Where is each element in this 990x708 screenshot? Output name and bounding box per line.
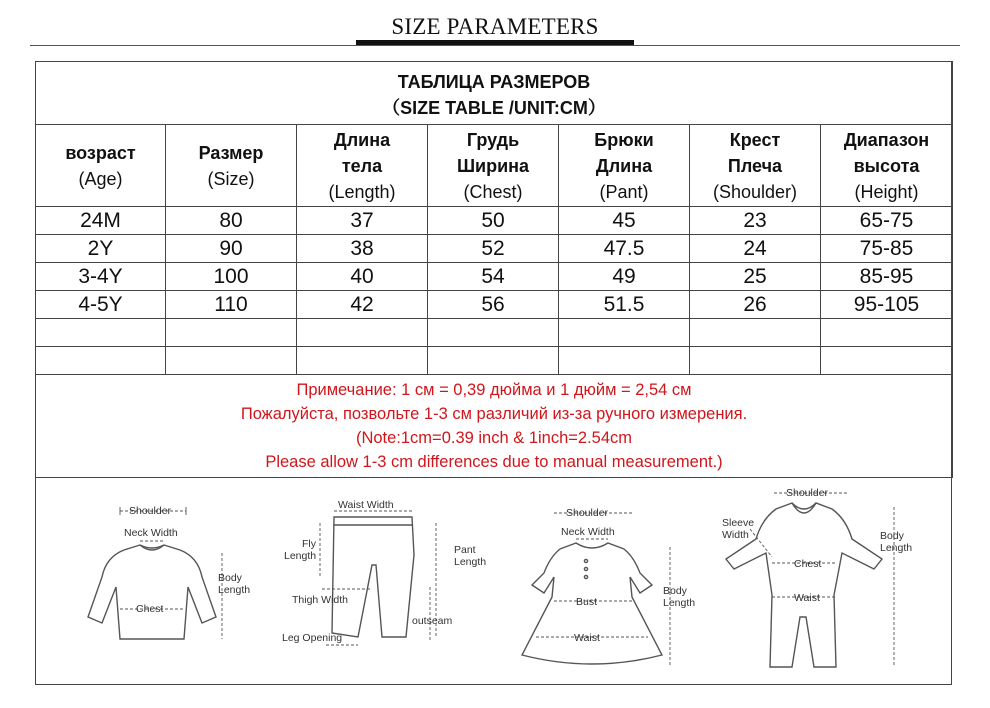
- dress-diagram: [522, 507, 695, 667]
- header-size: [166, 125, 297, 207]
- table-title-row: [36, 62, 953, 125]
- shirt-chest-label: Chest: [136, 603, 164, 615]
- table-cell: 4-5Y: [36, 291, 166, 319]
- table-cell: 56: [428, 291, 559, 319]
- table-cell: [821, 347, 953, 375]
- table-cell: 47.5: [559, 235, 690, 263]
- dress-body-label2: Length: [663, 597, 696, 609]
- table-cell: 24: [690, 235, 821, 263]
- header-en: (Height): [854, 181, 919, 202]
- pants-fly-label: Fly: [302, 538, 316, 550]
- header-length: [297, 125, 428, 207]
- table-cell: [297, 347, 428, 375]
- table-cell: 37: [297, 207, 428, 235]
- table-title: ТАБЛИЦА РАЗМЕРОВ: [397, 72, 591, 92]
- dress-waist-label: Waist: [574, 632, 600, 644]
- pants-length-label2: Length: [454, 556, 487, 568]
- pants-thigh-label: Thigh Width: [292, 594, 349, 606]
- header-en: (Length): [328, 181, 396, 202]
- pants-leg-label: Leg Opening: [282, 632, 343, 644]
- table-cell: 85-95: [821, 263, 953, 291]
- table-cell: 100: [166, 263, 297, 291]
- header-shoulder: [690, 125, 821, 207]
- table-cell: 95-105: [821, 291, 953, 319]
- header-age: [36, 125, 166, 207]
- table-cell: 90: [166, 235, 297, 263]
- table-cell: [166, 347, 297, 375]
- table-row: [36, 207, 953, 235]
- measurement-diagrams-svg: [36, 477, 951, 684]
- shirt-shoulder-label: Shoulder: [129, 505, 172, 517]
- table-cell: 38: [297, 235, 428, 263]
- dress-body-label: Body: [663, 585, 687, 597]
- header-height: [821, 125, 953, 207]
- note-line: Please allow 1-3 cm differences due to manual measurement.): [265, 453, 723, 471]
- table-cell: [36, 319, 166, 347]
- table-cell: 26: [690, 291, 821, 319]
- romper-body-label: Body: [880, 530, 904, 542]
- shirt-body-label2: Length: [218, 584, 251, 596]
- pants-diagram: [282, 499, 486, 645]
- table-header-row: [36, 125, 953, 207]
- notes-cell: [36, 375, 953, 478]
- table-cell: 110: [166, 291, 297, 319]
- table-cell: [36, 347, 166, 375]
- table-cell: 24M: [36, 207, 166, 235]
- table-row: [36, 235, 953, 263]
- table-cell: [166, 319, 297, 347]
- romper-sleeve-dim: [750, 529, 772, 557]
- table-cell: 75-85: [821, 235, 953, 263]
- table-row: [36, 263, 953, 291]
- header-ru: Крест: [729, 129, 781, 150]
- romper-diagram: [722, 487, 912, 667]
- table-cell: 42: [297, 291, 428, 319]
- header-ru: Брюки: [594, 129, 654, 150]
- header-ru: возраст: [65, 142, 136, 163]
- table-cell: 40: [297, 263, 428, 291]
- table-cell: 54: [428, 263, 559, 291]
- pants-outline-icon: [332, 517, 414, 637]
- header-ru: Диапазон: [843, 129, 930, 150]
- shirt-body-label: Body: [218, 572, 242, 584]
- romper-waist-label: Waist: [794, 592, 820, 604]
- table-cell: 51.5: [559, 291, 690, 319]
- page-heading: SIZE PARAMETERS: [391, 14, 599, 39]
- pants-waist-label: Waist Width: [338, 499, 394, 511]
- dress-bust-label: Bust: [576, 596, 598, 608]
- dress-button: [584, 575, 587, 578]
- pants-fly-label2: Length: [284, 550, 317, 562]
- table-cell: [690, 319, 821, 347]
- heading-accent-bar: [356, 40, 634, 45]
- size-table: [35, 61, 953, 478]
- header-ru2: Ширина: [456, 155, 530, 176]
- table-cell: 49: [559, 263, 690, 291]
- table-cell: 23: [690, 207, 821, 235]
- measurement-diagrams: [36, 477, 951, 684]
- header-ru2: Плеча: [727, 155, 783, 176]
- romper-collar: [792, 503, 816, 513]
- pants-length-label: Pant: [454, 544, 476, 556]
- header-ru2: высота: [853, 155, 920, 176]
- table-row-empty: [36, 347, 953, 375]
- table-cell: [428, 319, 559, 347]
- table-cell: 45: [559, 207, 690, 235]
- header-ru2: Длина: [595, 155, 653, 176]
- table-cell: 65-75: [821, 207, 953, 235]
- table-row: [36, 291, 953, 319]
- heading-underline: [30, 45, 960, 46]
- table-cell: [297, 319, 428, 347]
- shirt-neck-label: Neck Width: [124, 527, 178, 539]
- table-row-empty: [36, 319, 953, 347]
- header-chest: [428, 125, 559, 207]
- romper-sleeve-label2: Width: [722, 529, 749, 541]
- header-en: (Shoulder): [712, 181, 798, 202]
- table-cell: 50: [428, 207, 559, 235]
- table-cell: [821, 319, 953, 347]
- pants-outseam-label: outseam: [412, 615, 453, 627]
- romper-sleeve-label: Sleeve: [722, 517, 755, 529]
- dress-neck-label: Neck Width: [561, 526, 615, 538]
- header-ru: Грудь: [466, 129, 520, 150]
- table-cell: 3-4Y: [36, 263, 166, 291]
- table-cell: 2Y: [36, 235, 166, 263]
- table-cell: 25: [690, 263, 821, 291]
- header-en: (Age): [78, 168, 123, 189]
- shirt-diagram: [88, 505, 250, 639]
- header-ru: Размер: [198, 142, 264, 163]
- header-en: (Size): [207, 168, 255, 189]
- table-cell: [428, 347, 559, 375]
- table-cell: [559, 347, 690, 375]
- table-subtitle: （SIZE TABLE /UNIT:CM）: [382, 98, 606, 118]
- romper-shoulder-label: Shoulder: [786, 487, 829, 499]
- dress-button: [584, 567, 587, 570]
- header-ru: Длина: [333, 129, 391, 150]
- table-cell: 80: [166, 207, 297, 235]
- notes-row: [36, 375, 953, 478]
- header-en: (Pant): [599, 181, 649, 202]
- table-cell: 52: [428, 235, 559, 263]
- romper-body-label2: Length: [880, 542, 913, 554]
- dress-shoulder-label: Shoulder: [566, 507, 609, 519]
- note-line: Пожалуйста, позвольте 1-3 см различий из-за ручного измерения.: [240, 405, 748, 423]
- table-title-cell: [36, 62, 953, 125]
- romper-chest-label: Chest: [794, 558, 822, 570]
- table-cell: [559, 319, 690, 347]
- header-pant: [559, 125, 690, 207]
- header-en: (Chest): [463, 181, 523, 202]
- note-line: Примечание: 1 см = 0,39 дюйма и 1 дюйм = 2,54 см: [296, 381, 692, 399]
- note-line: (Note:1cm=0.39 inch & 1inch=2.54cm: [355, 429, 633, 447]
- dress-button: [584, 559, 587, 562]
- shirt-outline-icon: [88, 545, 216, 639]
- table-cell: [690, 347, 821, 375]
- header-ru2: тела: [341, 155, 383, 176]
